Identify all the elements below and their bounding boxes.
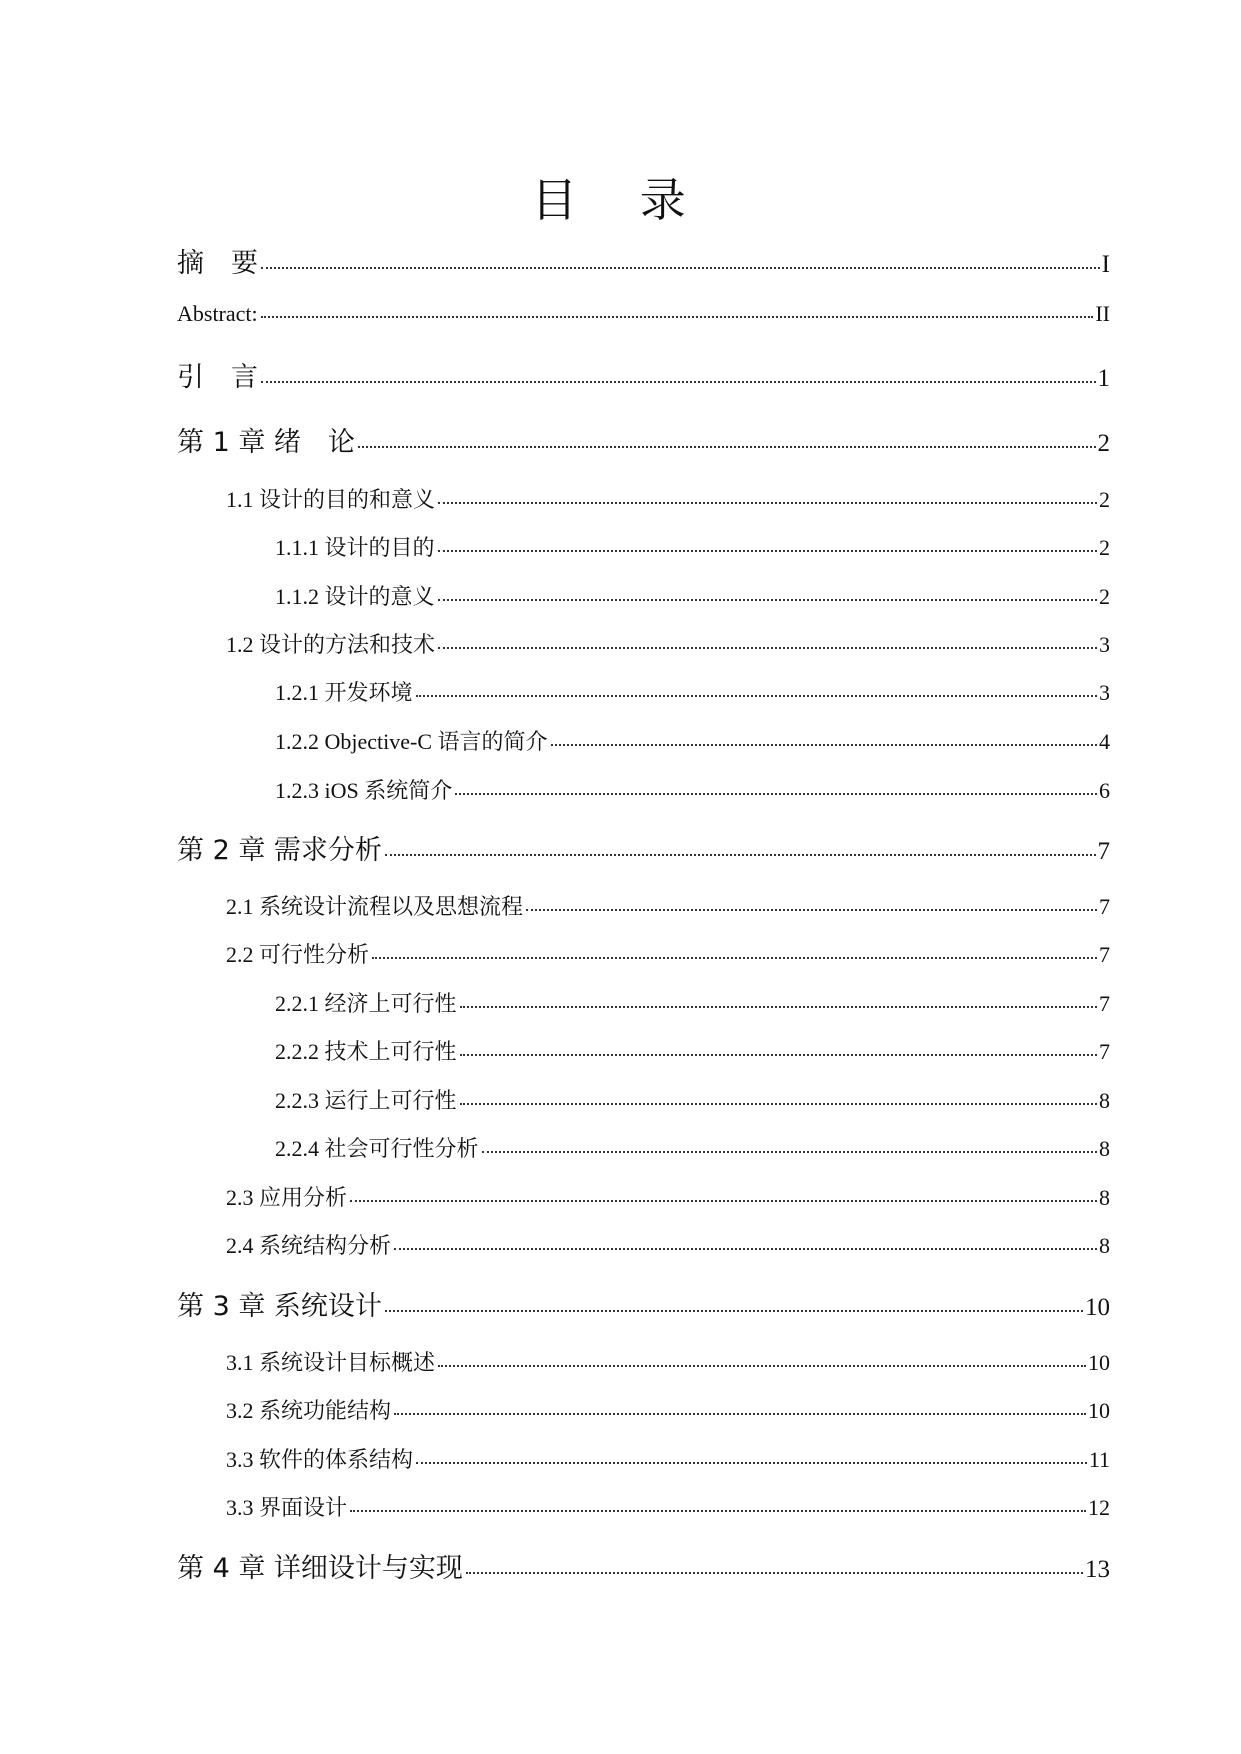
toc-entry-page: 3 (1099, 680, 1110, 705)
toc-entry-page: 7 (1097, 838, 1110, 865)
toc-entry-page: II (1095, 301, 1110, 326)
dot-leader (261, 245, 1100, 272)
toc-entry-abstract-en[interactable] (177, 299, 1110, 327)
toc-entry-label: 2.2.4 社会可行性分析 (275, 1136, 479, 1161)
dot-leader (350, 1183, 1097, 1205)
toc-entry-page: 2 (1099, 584, 1110, 609)
dot-leader (385, 1288, 1083, 1315)
toc-entry-page: 8 (1099, 1185, 1110, 1210)
toc-entry-page: 2 (1099, 487, 1110, 512)
toc-entry-2-2-2[interactable] (275, 1035, 1110, 1066)
toc-entry-chapter-4[interactable] (177, 1546, 1110, 1585)
toc-entry-1-1-2[interactable] (275, 580, 1110, 611)
toc-entry-label: 2.1 系统设计流程以及思想流程 (226, 894, 524, 919)
dot-leader (526, 892, 1097, 914)
toc-entry-chapter-1[interactable] (177, 420, 1110, 459)
toc-entry-label: 1.2.1 开发环境 (275, 680, 413, 705)
toc-entry-page: I (1101, 251, 1110, 278)
toc-entry-1-2[interactable] (226, 628, 1110, 659)
toc-entry-page: 7 (1099, 1039, 1110, 1064)
toc-entry-abstract-cn[interactable] (177, 241, 1110, 280)
toc-entry-page: 10 (1088, 1398, 1110, 1423)
dot-leader (460, 1086, 1097, 1108)
toc-entry-label: 2.4 系统结构分析 (226, 1233, 392, 1258)
toc-entry-3-3-architecture[interactable] (226, 1443, 1110, 1474)
dot-leader (350, 1493, 1086, 1515)
toc-entry-page: 2 (1099, 535, 1110, 560)
toc-entry-page: 8 (1099, 1136, 1110, 1161)
toc-entry-page: 10 (1088, 1350, 1110, 1375)
toc-entry-label: 3.1 系统设计目标概述 (226, 1350, 436, 1375)
toc-entry-2-1[interactable] (226, 890, 1110, 921)
toc-entry-1-1[interactable] (226, 483, 1110, 514)
dot-leader (438, 533, 1097, 555)
toc-entry-page: 10 (1085, 1294, 1110, 1321)
dot-leader (438, 582, 1097, 604)
toc-entry-page: 7 (1099, 991, 1110, 1016)
toc-entry-label: 2.2 可行性分析 (226, 942, 370, 967)
dot-leader (460, 1037, 1097, 1059)
toc-entry-3-2[interactable] (226, 1394, 1110, 1425)
toc-entry-2-2-1[interactable] (275, 987, 1110, 1018)
toc-entry-label: 摘 要 (177, 248, 258, 279)
toc-entry-chapter-2[interactable] (177, 828, 1110, 867)
dot-leader (261, 299, 1094, 321)
toc-entry-label: 第 3 章 系统设计 (177, 1291, 382, 1322)
dot-leader (261, 359, 1096, 386)
toc-entry-label: 3.2 系统功能结构 (226, 1398, 392, 1423)
toc-entry-page: 8 (1099, 1233, 1110, 1258)
dot-leader (438, 630, 1097, 652)
toc-entry-3-1[interactable] (226, 1346, 1110, 1377)
toc-entry-label: 第 1 章 绪 论 (177, 427, 355, 458)
toc-entry-label: 2.2.3 运行上可行性 (275, 1088, 457, 1113)
toc-entry-label: 1.1.2 设计的意义 (275, 584, 435, 609)
toc-entry-page: 7 (1099, 942, 1110, 967)
toc-entry-page: 1 (1097, 365, 1110, 392)
toc-entry-label: 引 言 (177, 362, 258, 393)
toc-entry-label: 2.2.2 技术上可行性 (275, 1039, 457, 1064)
toc-entry-label: 3.3 界面设计 (226, 1495, 348, 1520)
dot-leader (394, 1396, 1086, 1418)
toc-entry-label: 2.3 应用分析 (226, 1185, 348, 1210)
dot-leader (455, 776, 1097, 798)
dot-leader (438, 485, 1097, 507)
toc-entry-page: 2 (1097, 430, 1110, 457)
toc-entry-page: 3 (1099, 632, 1110, 657)
toc-entry-label: Abstract: (177, 301, 258, 326)
toc-entry-label: 1.2 设计的方法和技术 (226, 632, 436, 657)
dot-leader (466, 1550, 1083, 1577)
toc-entry-2-2-3[interactable] (275, 1084, 1110, 1115)
toc-entry-label: 1.2.3 iOS 系统简介 (275, 778, 453, 803)
dot-leader (416, 678, 1097, 700)
toc-entry-2-4[interactable] (226, 1229, 1110, 1260)
toc-entry-1-2-1[interactable] (275, 676, 1110, 707)
toc-entry-1-2-3[interactable] (275, 774, 1110, 805)
toc-entry-1-2-2[interactable] (275, 725, 1110, 756)
toc-entry-2-3[interactable] (226, 1181, 1110, 1212)
dot-leader (482, 1134, 1097, 1156)
toc-entry-3-3-interface[interactable] (226, 1491, 1110, 1522)
toc-entry-page: 12 (1088, 1495, 1110, 1520)
dot-leader (438, 1348, 1086, 1370)
toc-entry-page: 8 (1099, 1088, 1110, 1113)
toc-entry-label: 第 2 章 需求分析 (177, 835, 382, 866)
toc-entry-label: 1.1 设计的目的和意义 (226, 487, 436, 512)
toc-entry-page: 13 (1085, 1556, 1110, 1583)
dot-leader (372, 940, 1097, 962)
dot-leader (394, 1231, 1097, 1253)
toc-entry-label: 1.2.2 Objective-C 语言的简介 (275, 729, 548, 754)
dot-leader (460, 989, 1097, 1011)
toc-entry-2-2[interactable] (226, 938, 1110, 969)
toc-entry-chapter-3[interactable] (177, 1284, 1110, 1323)
toc-entry-page: 6 (1099, 778, 1110, 803)
toc-entry-label: 第 4 章 详细设计与实现 (177, 1553, 463, 1584)
toc-entry-label: 1.1.1 设计的目的 (275, 535, 435, 560)
toc-entry-page: 7 (1099, 894, 1110, 919)
toc-entry-label: 3.3 软件的体系结构 (226, 1447, 414, 1472)
dot-leader (358, 424, 1096, 451)
toc-entry-label: 2.2.1 经济上可行性 (275, 991, 457, 1016)
toc-entry-page: 11 (1088, 1447, 1110, 1472)
dot-leader (551, 727, 1097, 749)
toc-entry-1-1-1[interactable] (275, 531, 1110, 562)
dot-leader (385, 832, 1096, 859)
toc-entry-introduction[interactable] (177, 355, 1110, 394)
page-title: 目 录 (531, 173, 710, 227)
toc-entry-page: 4 (1099, 729, 1110, 754)
dot-leader (416, 1445, 1087, 1467)
toc-entry-2-2-4[interactable] (275, 1132, 1110, 1163)
